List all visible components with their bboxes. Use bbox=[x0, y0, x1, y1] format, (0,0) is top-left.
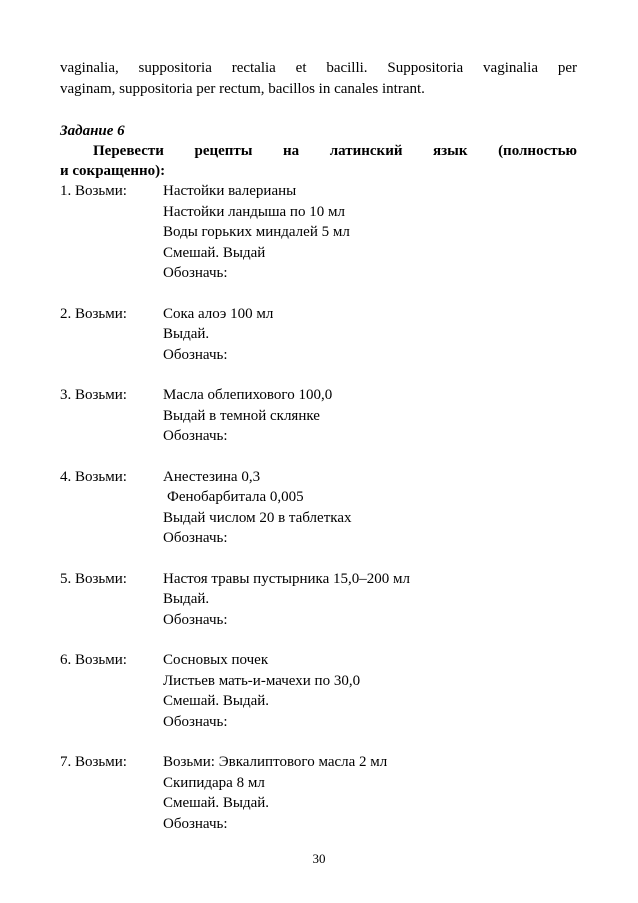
intro-line: vaginalia, suppositoria rectalia et bacilli. Suppositoria vaginalia per bbox=[60, 60, 577, 76]
recipe-label: 1. Возьми: bbox=[60, 183, 127, 199]
task-instruction bbox=[60, 141, 577, 181]
page-number: 30 bbox=[312, 851, 326, 866]
recipe-line: Обозначь: bbox=[163, 265, 228, 281]
recipe-line: Воды горьких миндалей 5 мл bbox=[163, 224, 350, 240]
task-heading: Задание 6 bbox=[60, 123, 125, 139]
recipe-5 bbox=[60, 569, 577, 631]
recipe-line: Обозначь: bbox=[163, 346, 228, 363]
recipe-line: Выдай числом 20 в таблетках bbox=[163, 509, 352, 526]
recipe-line: Выдай. bbox=[163, 326, 210, 342]
recipe-line: Выдай в темной склянке bbox=[163, 407, 320, 424]
recipe-1 bbox=[60, 181, 577, 284]
recipe-line: Масла облепихового 100,0 bbox=[163, 387, 333, 403]
recipe-lines bbox=[163, 385, 577, 447]
recipe-line: Обозначь: bbox=[163, 815, 228, 832]
recipe-line: Настойки ландыша по 10 мл bbox=[163, 203, 345, 220]
recipe-line: Фенобарбитала 0,005 bbox=[167, 489, 304, 505]
intro-paragraph bbox=[60, 58, 577, 100]
recipe-label: 7. Возьми: bbox=[60, 754, 127, 770]
recipe-line: Обозначь: bbox=[163, 530, 228, 546]
recipe-lines bbox=[163, 467, 577, 549]
recipe-label: 5. Возьми: bbox=[60, 570, 127, 587]
recipe-lines bbox=[163, 304, 577, 366]
recipe-lines bbox=[163, 181, 577, 284]
recipe-label: 4. Возьми: bbox=[60, 468, 127, 485]
recipe-lines bbox=[163, 650, 577, 732]
recipe-lines bbox=[163, 752, 577, 834]
recipe-line: Смешай. Выдай bbox=[163, 244, 266, 261]
recipe-label: 6. Возьми: bbox=[60, 652, 127, 668]
recipe-line: Листьев мать-и-мачехи по 30,0 bbox=[163, 672, 361, 689]
recipe-line: Сока алоэ 100 мл bbox=[163, 305, 274, 322]
recipe-line: Анестезина 0,3 bbox=[163, 468, 261, 485]
document-page bbox=[60, 58, 577, 834]
recipe-line: Обозначь: bbox=[163, 611, 228, 628]
recipe-lines bbox=[163, 569, 577, 631]
recipe-3 bbox=[60, 385, 577, 447]
recipe-label: 3. Возьми: bbox=[60, 387, 127, 403]
recipe-line: Настойки валерианы bbox=[163, 183, 297, 199]
recipe-2 bbox=[60, 304, 577, 366]
recipe-line: Сосновых почек bbox=[163, 652, 269, 668]
intro-line: vaginam, suppositoria per rectum, bacillos in canales intrant. bbox=[60, 81, 425, 97]
recipe-7 bbox=[60, 752, 577, 834]
recipe-line: Скипидара 8 мл bbox=[163, 774, 265, 791]
recipe-line: Настоя травы пустырника 15,0–200 мл bbox=[163, 570, 410, 587]
recipe-line: Возьми: Эвкалиптового масла 2 мл bbox=[163, 754, 388, 770]
recipe-line: Обозначь: bbox=[163, 713, 228, 730]
recipe-line: Обозначь: bbox=[163, 428, 228, 444]
recipe-line: Выдай. bbox=[163, 591, 210, 607]
recipe-6 bbox=[60, 650, 577, 732]
instruction-line: Перевести рецепты на латинский язык (полностью bbox=[93, 143, 577, 159]
recipe-4 bbox=[60, 467, 577, 549]
recipe-label: 2. Возьми: bbox=[60, 305, 127, 322]
instruction-line: и сокращенно): bbox=[60, 163, 166, 179]
recipe-line: Смешай. Выдай. bbox=[163, 693, 270, 709]
recipe-line: Смешай. Выдай. bbox=[163, 795, 270, 811]
